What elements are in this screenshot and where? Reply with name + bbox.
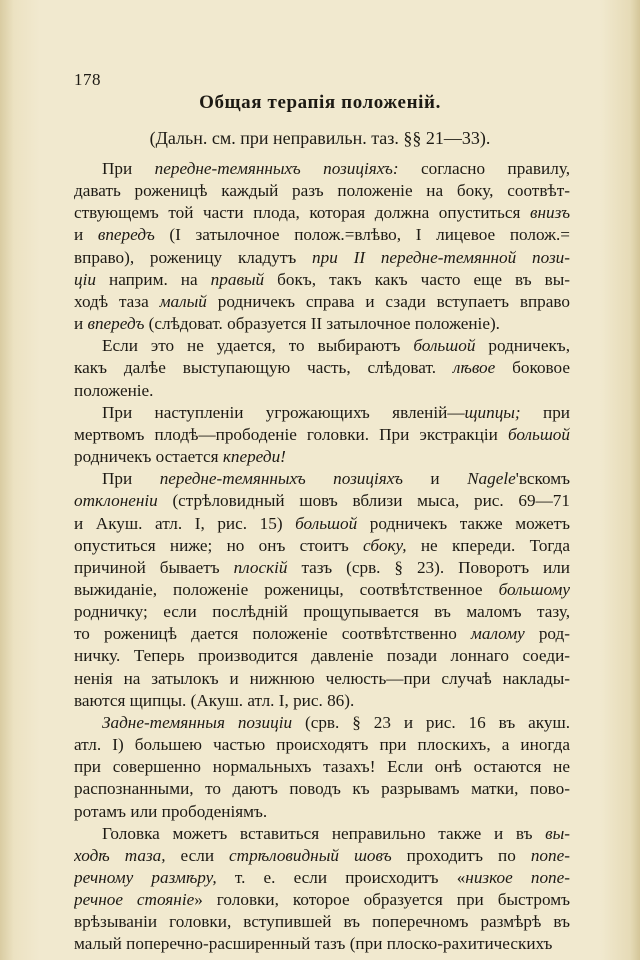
text-run: если xyxy=(165,845,230,865)
text-line xyxy=(74,224,570,246)
text-line xyxy=(74,579,570,601)
italic-text-run: отклоненіи xyxy=(74,491,158,511)
italic-text-run: малому xyxy=(470,624,525,644)
text-line xyxy=(74,823,570,845)
text-line xyxy=(74,158,570,180)
text-line xyxy=(74,557,570,579)
italic-text-run: ходѣ таза, xyxy=(74,845,166,865)
text-run: родничку; если послѣдній прощупывается въ маломъ тазу, xyxy=(74,602,570,622)
text-run: ничку. Теперь производится давленіе позади лоннаго соеди- xyxy=(74,646,570,666)
text-run: причиной бываетъ xyxy=(74,557,234,577)
text-run: вправо), роженицу кладутъ xyxy=(74,247,313,267)
text-run: (стрѣловидный шовъ вблизи мыса, рис. 69—71 xyxy=(157,491,570,511)
text-run: давать роженицѣ каждый разъ положеніе на боку, соотвѣт- xyxy=(74,181,570,201)
text-line xyxy=(74,291,570,313)
text-line xyxy=(74,247,570,269)
text-run: мертвомъ плодѣ—прободеніе головки. При экстракціи xyxy=(74,424,508,444)
text-run: опуститься ниже; но онъ стоитъ xyxy=(74,535,364,555)
page-number: 178 xyxy=(74,70,101,89)
cross-reference: (Дальн. см. при неправильн. таз. §§ 21—33). xyxy=(149,128,491,148)
text-line xyxy=(74,446,570,468)
text-run: и xyxy=(74,314,88,334)
italic-text-run: при II передне-темянной пози- xyxy=(312,247,570,267)
text-run: тазъ (срв. § 23). Поворотъ или xyxy=(287,557,570,577)
text-run: родничекъ, xyxy=(475,336,570,356)
text-run: какъ далѣе выступающую часть, слѣдоват. xyxy=(74,358,453,378)
italic-text-run: стрѣловидный шовъ xyxy=(229,845,392,865)
italic-text-run: Nagele xyxy=(467,469,516,489)
text-line xyxy=(74,468,570,490)
italic-text-run: щипцы; xyxy=(464,402,521,422)
text-run: При xyxy=(102,159,155,178)
text-run: малый поперечно-расширенный тазъ (при плоско-рахитическихъ xyxy=(74,934,553,954)
text-run: Головка можетъ вставиться неправильно также и въ xyxy=(102,823,546,843)
text-line xyxy=(74,645,570,667)
text-line xyxy=(74,801,570,823)
text-run: Если это не удается, то выбираютъ xyxy=(102,336,414,356)
text-run: При наступленіи угрожающихъ явленій— xyxy=(102,402,465,422)
text-line xyxy=(74,490,570,512)
italic-text-run: вы- xyxy=(545,823,570,843)
italic-text-run: попе- xyxy=(530,845,570,865)
text-line xyxy=(74,867,570,889)
text-line xyxy=(74,889,570,911)
running-head: Общая терапія положеній. xyxy=(199,92,441,113)
text-run: (слѣдоват. образуется II затылочное положеніе). xyxy=(144,314,500,334)
text-run: и Акуш. атл. I, рис. 15) xyxy=(74,513,296,533)
italic-text-run: передне-темянныхъ позиціяхъ: xyxy=(154,159,399,178)
text-run: (срв. § 23 и рис. 16 въ акуш. xyxy=(292,712,570,732)
text-line xyxy=(74,180,570,202)
text-run: при совершенно нормальныхъ тазахъ! Если онѣ остаются не xyxy=(74,757,570,777)
text-line xyxy=(74,778,570,800)
italic-text-run: большой xyxy=(507,424,570,444)
text-line xyxy=(74,601,570,623)
text-line xyxy=(74,335,570,357)
text-line xyxy=(74,911,570,933)
italic-text-run: правый xyxy=(210,269,265,289)
text-line xyxy=(74,313,570,335)
text-line xyxy=(74,357,570,379)
text-run: согласно правилу, xyxy=(398,159,570,178)
italic-text-run: внизъ xyxy=(530,203,570,223)
text-run: проходитъ по xyxy=(391,845,531,865)
text-run: наприм. на xyxy=(95,269,211,289)
text-run: 'вскомъ xyxy=(515,469,570,489)
italic-text-run: Задне-темянныя позиціи xyxy=(102,712,293,732)
text-line xyxy=(74,734,570,756)
text-run: (I затылочное полож.=влѣво, I лицевое полож.= xyxy=(154,225,570,245)
text-line xyxy=(74,845,570,867)
text-line xyxy=(74,623,570,645)
text-run: атл. I) большею частью происходятъ при плоскихъ, а иногда xyxy=(74,735,570,755)
text-line xyxy=(74,668,570,690)
italic-text-run: малый xyxy=(159,291,207,311)
italic-text-run: речному размѣру, xyxy=(74,868,217,887)
italic-text-run: низкое попе- xyxy=(465,868,570,887)
italic-text-run: большому xyxy=(498,579,570,599)
text-run: При xyxy=(102,469,160,489)
italic-text-run: впередъ xyxy=(87,314,145,334)
text-line xyxy=(74,756,570,778)
italic-text-run: лѣвое xyxy=(452,358,496,378)
italic-text-run: передне-темянныхъ позиціяхъ xyxy=(159,469,403,489)
text-run: положеніе. xyxy=(74,380,154,400)
text-run: бокъ, такъ какъ часто еще въ вы- xyxy=(264,269,570,289)
italic-text-run: речное стояніе xyxy=(74,890,195,910)
text-run: ваются щипцы. (Акуш. атл. I, рис. 86). xyxy=(74,690,355,710)
text-run: не кпереди. Тогда xyxy=(406,535,570,555)
text-line xyxy=(74,690,570,712)
text-run: родничекъ также можетъ xyxy=(357,513,570,533)
italic-text-run: плоскій xyxy=(233,557,288,577)
text-run: то роженицѣ дается положеніе соотвѣтственно xyxy=(74,624,471,644)
text-run: при xyxy=(520,402,570,422)
text-line xyxy=(74,933,570,955)
text-run: родничекъ справа и сзади вступаетъ вправо xyxy=(206,291,570,311)
text-run: род- xyxy=(524,624,570,644)
text-line xyxy=(74,269,570,291)
text-run: боковое xyxy=(495,358,570,378)
text-line xyxy=(74,424,570,446)
italic-text-run: сбоку, xyxy=(363,535,407,555)
text-line xyxy=(74,712,570,734)
text-run: ненія на затылокъ и нижнюю челюсть—при случаѣ наклады- xyxy=(74,668,570,688)
text-run: ротамъ или прободеніямъ. xyxy=(74,801,268,821)
text-run: выжиданіе, положеніе роженицы, соотвѣтственное xyxy=(74,579,499,599)
text-run: т. е. если происходитъ « xyxy=(216,868,466,887)
text-run: распознанными, то даютъ поводъ къ разрывамъ матки, пово- xyxy=(74,779,570,799)
text-run: » головки, которое образуется при быстромъ xyxy=(194,890,570,910)
italic-text-run: большой xyxy=(295,513,358,533)
text-run: и xyxy=(402,469,468,489)
text-run: врѣзываніи головки, вступившей въ поперечномъ размѣрѣ въ xyxy=(74,912,570,932)
text-line xyxy=(74,402,570,424)
italic-text-run: большой xyxy=(413,336,476,356)
text-line xyxy=(74,513,570,535)
text-run: ствующемъ той части плода, которая должна опуститься xyxy=(74,203,531,223)
text-run: родничекъ остается xyxy=(74,447,223,467)
body-text xyxy=(74,158,570,956)
text-line xyxy=(74,202,570,224)
italic-text-run: впередъ xyxy=(97,225,155,245)
italic-text-run: ціи xyxy=(74,269,96,289)
text-run: и xyxy=(74,225,98,245)
text-line xyxy=(74,535,570,557)
text-line xyxy=(74,380,570,402)
italic-text-run: кпереди! xyxy=(222,447,286,467)
text-run: ходѣ таза xyxy=(74,291,160,311)
